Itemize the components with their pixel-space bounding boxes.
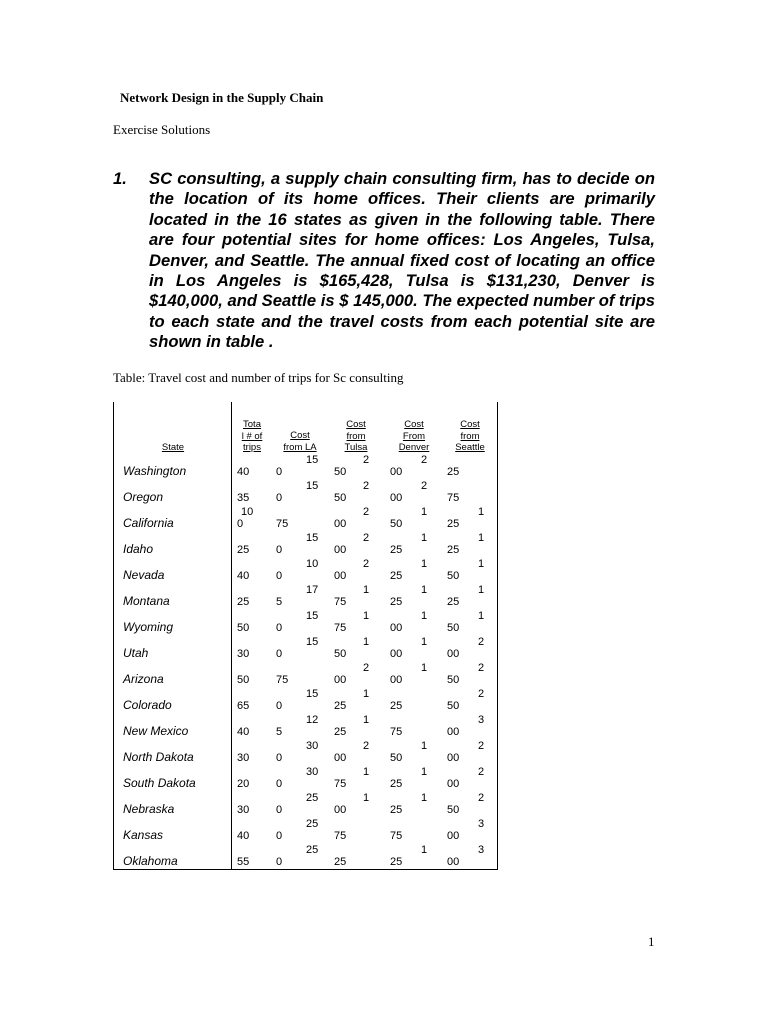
cell-tulsa-lower: 50 bbox=[334, 492, 347, 504]
cell-tulsa-upper: 2 bbox=[363, 740, 370, 752]
cell-la-lower: 0 bbox=[276, 492, 283, 504]
cell-trips-lower: 20 bbox=[237, 778, 250, 790]
header-denver-line-2: From bbox=[402, 430, 426, 442]
cell-denver-upper: 1 bbox=[421, 558, 428, 570]
cell-seattle-upper: 1 bbox=[478, 532, 485, 544]
header-la bbox=[275, 430, 325, 453]
question-text: SC consulting, a supply chain consulting firm, has to decide on the location of its home offices. Their clients are primarily located in the 16 states as given in the following table. There are four potential sites for home offices: Los Angeles, Tulsa, Denver, and Seattle. The annual fixed cost of locating an office in Los Angeles is $165,428, Tulsa is $131,230, Denver is $140,000, and Seattle is $ 145,000. The expected number of trips to each state and the travel costs from each potential site are shown in table . bbox=[149, 169, 655, 352]
state-name: Kansas bbox=[123, 828, 164, 842]
cell-la-lower: 75 bbox=[276, 518, 289, 530]
state-name: Utah bbox=[123, 646, 149, 660]
cell-seattle-lower: 50 bbox=[447, 674, 460, 686]
state-name: Oklahoma bbox=[123, 854, 178, 868]
cell-tulsa-lower: 00 bbox=[334, 544, 347, 556]
cell-seattle-lower: 00 bbox=[447, 726, 460, 738]
cell-trips-lower: 55 bbox=[237, 856, 250, 868]
cell-tulsa-upper: 1 bbox=[363, 714, 370, 726]
state-name: Montana bbox=[123, 594, 170, 608]
cell-trips-lower: 35 bbox=[237, 492, 250, 504]
page-number: 1 bbox=[648, 934, 655, 949]
cell-seattle-lower: 25 bbox=[447, 596, 460, 608]
cell-la-lower: 0 bbox=[276, 778, 283, 790]
cell-la-lower: 0 bbox=[276, 700, 283, 712]
cell-seattle-upper: 1 bbox=[478, 506, 485, 518]
cell-tulsa-upper: 2 bbox=[363, 454, 370, 466]
cell-tulsa-lower: 75 bbox=[334, 596, 347, 608]
header-denver bbox=[387, 419, 441, 454]
cell-tulsa-lower: 75 bbox=[334, 622, 347, 634]
cell-la-lower: 0 bbox=[276, 830, 283, 842]
cell-seattle-lower: 00 bbox=[447, 830, 460, 842]
cell-seattle-upper: 2 bbox=[478, 662, 485, 674]
cell-trips-lower: 0 bbox=[237, 518, 244, 530]
header-tulsa bbox=[331, 419, 381, 454]
cell-la-upper: 10 bbox=[306, 558, 319, 570]
cell-la-upper: 30 bbox=[306, 740, 319, 752]
cell-seattle-upper: 1 bbox=[478, 610, 485, 622]
cell-la-upper: 30 bbox=[306, 766, 319, 778]
cell-tulsa-upper: 2 bbox=[363, 532, 370, 544]
state-name: North Dakota bbox=[123, 750, 194, 764]
cell-denver-upper: 1 bbox=[421, 532, 428, 544]
cell-denver-upper: 1 bbox=[421, 610, 428, 622]
header-tulsa-line-2: from bbox=[346, 430, 366, 442]
cell-la-lower: 5 bbox=[276, 596, 283, 608]
cell-denver-lower: 50 bbox=[390, 518, 403, 530]
cell-la-lower: 0 bbox=[276, 648, 283, 660]
cell-denver-lower: 00 bbox=[390, 466, 403, 478]
question-1 bbox=[113, 169, 655, 353]
cell-tulsa-upper: 1 bbox=[363, 636, 370, 648]
state-name: New Mexico bbox=[123, 724, 189, 738]
header-seattle-line-2: from bbox=[460, 430, 480, 442]
cell-seattle-lower: 00 bbox=[447, 778, 460, 790]
state-name: Washington bbox=[123, 464, 187, 478]
cell-denver-upper: 1 bbox=[421, 584, 428, 596]
cell-tulsa-lower: 25 bbox=[334, 856, 347, 868]
table-right-border bbox=[497, 402, 498, 870]
state-name: Arizona bbox=[123, 672, 164, 686]
cell-tulsa-lower: 00 bbox=[334, 518, 347, 530]
cell-seattle-upper: 2 bbox=[478, 636, 485, 648]
cell-trips-lower: 25 bbox=[237, 596, 250, 608]
header-trips-line-2: l # of bbox=[241, 430, 263, 442]
cell-seattle-lower: 25 bbox=[447, 544, 460, 556]
cell-denver-lower: 25 bbox=[390, 544, 403, 556]
cell-denver-upper: 1 bbox=[421, 636, 428, 648]
cell-trips-lower: 30 bbox=[237, 804, 250, 816]
cell-la-upper: 17 bbox=[306, 584, 319, 596]
cell-seattle-upper: 3 bbox=[478, 844, 485, 856]
cell-seattle-upper: 1 bbox=[478, 584, 485, 596]
header-seattle bbox=[443, 419, 497, 454]
cell-la-lower: 75 bbox=[276, 674, 289, 686]
cell-seattle-upper: 3 bbox=[478, 714, 485, 726]
cell-trips-upper: 10 bbox=[241, 506, 254, 518]
cell-seattle-lower: 50 bbox=[447, 700, 460, 712]
cell-seattle-lower: 25 bbox=[447, 466, 460, 478]
header-denver-line-1: Cost bbox=[404, 419, 424, 430]
header-tulsa-line-3: Tulsa bbox=[344, 442, 368, 453]
cell-seattle-lower: 50 bbox=[447, 570, 460, 582]
cell-tulsa-lower: 25 bbox=[334, 700, 347, 712]
header-state: State bbox=[161, 442, 185, 453]
cell-la-lower: 0 bbox=[276, 570, 283, 582]
question-number: 1. bbox=[113, 169, 127, 188]
cell-denver-upper: 1 bbox=[421, 740, 428, 752]
cell-seattle-upper: 1 bbox=[478, 558, 485, 570]
cell-denver-upper: 1 bbox=[421, 792, 428, 804]
cell-la-upper: 15 bbox=[306, 636, 319, 648]
cell-trips-lower: 40 bbox=[237, 570, 250, 582]
document-subtitle: Exercise Solutions bbox=[113, 122, 211, 137]
cell-la-lower: 0 bbox=[276, 544, 283, 556]
cell-seattle-upper: 2 bbox=[478, 688, 485, 700]
cell-seattle-upper: 3 bbox=[478, 818, 485, 830]
table-left-border bbox=[113, 402, 114, 870]
cell-denver-upper: 1 bbox=[421, 662, 428, 674]
cell-seattle-upper: 2 bbox=[478, 766, 485, 778]
cell-la-lower: 5 bbox=[276, 726, 283, 738]
cell-tulsa-upper: 1 bbox=[363, 610, 370, 622]
cell-seattle-lower: 50 bbox=[447, 804, 460, 816]
cell-denver-lower: 25 bbox=[390, 700, 403, 712]
header-la-line-1: Cost bbox=[290, 430, 310, 441]
state-name: Colorado bbox=[123, 698, 172, 712]
cell-tulsa-upper: 1 bbox=[363, 766, 370, 778]
cell-seattle-upper: 2 bbox=[478, 792, 485, 804]
cell-tulsa-upper: 2 bbox=[363, 506, 370, 518]
cell-trips-lower: 65 bbox=[237, 700, 250, 712]
table-caption: Table: Travel cost and number of trips for Sc consulting bbox=[113, 370, 404, 385]
cell-seattle-upper: 2 bbox=[478, 740, 485, 752]
cell-la-upper: 12 bbox=[306, 714, 319, 726]
cell-trips-lower: 40 bbox=[237, 466, 250, 478]
cell-la-lower: 0 bbox=[276, 752, 283, 764]
header-seattle-line-3: Seattle bbox=[455, 442, 485, 453]
cell-seattle-lower: 25 bbox=[447, 518, 460, 530]
travel-cost-table bbox=[113, 402, 498, 870]
cell-denver-upper: 1 bbox=[421, 844, 428, 856]
cell-tulsa-lower: 50 bbox=[334, 466, 347, 478]
cell-tulsa-lower: 75 bbox=[334, 830, 347, 842]
cell-la-upper: 15 bbox=[306, 610, 319, 622]
table-divider-state bbox=[231, 402, 232, 870]
cell-seattle-lower: 00 bbox=[447, 648, 460, 660]
cell-denver-lower: 25 bbox=[390, 856, 403, 868]
cell-denver-lower: 75 bbox=[390, 726, 403, 738]
header-tulsa-line-1: Cost bbox=[346, 419, 366, 430]
cell-denver-lower: 25 bbox=[390, 804, 403, 816]
cell-seattle-lower: 00 bbox=[447, 856, 460, 868]
cell-denver-upper: 2 bbox=[421, 454, 428, 466]
state-name: South Dakota bbox=[123, 776, 196, 790]
cell-denver-lower: 50 bbox=[390, 752, 403, 764]
cell-la-lower: 0 bbox=[276, 856, 283, 868]
cell-seattle-lower: 00 bbox=[447, 752, 460, 764]
cell-la-upper: 25 bbox=[306, 844, 319, 856]
cell-tulsa-upper: 1 bbox=[363, 792, 370, 804]
cell-tulsa-lower: 00 bbox=[334, 752, 347, 764]
cell-tulsa-lower: 25 bbox=[334, 726, 347, 738]
header-denver-line-3: Denver bbox=[398, 442, 430, 453]
cell-la-upper: 15 bbox=[306, 532, 319, 544]
cell-trips-lower: 30 bbox=[237, 752, 250, 764]
cell-denver-upper: 2 bbox=[421, 480, 428, 492]
cell-tulsa-lower: 50 bbox=[334, 648, 347, 660]
cell-tulsa-upper: 2 bbox=[363, 558, 370, 570]
document-title: Network Design in the Supply Chain bbox=[120, 90, 324, 105]
header-trips-line-1: Tota bbox=[243, 419, 261, 430]
cell-denver-lower: 75 bbox=[390, 830, 403, 842]
cell-tulsa-lower: 00 bbox=[334, 674, 347, 686]
cell-la-lower: 0 bbox=[276, 622, 283, 634]
cell-tulsa-lower: 00 bbox=[334, 804, 347, 816]
state-name: Nebraska bbox=[123, 802, 175, 816]
header-la-line-2: from LA bbox=[283, 441, 317, 453]
cell-seattle-lower: 50 bbox=[447, 622, 460, 634]
cell-denver-lower: 00 bbox=[390, 648, 403, 660]
state-name: Oregon bbox=[123, 490, 164, 504]
cell-denver-lower: 25 bbox=[390, 778, 403, 790]
cell-trips-lower: 25 bbox=[237, 544, 250, 556]
cell-denver-lower: 25 bbox=[390, 596, 403, 608]
state-name: Wyoming bbox=[123, 620, 174, 634]
state-name: Nevada bbox=[123, 568, 165, 582]
cell-denver-lower: 00 bbox=[390, 674, 403, 686]
cell-trips-lower: 30 bbox=[237, 648, 250, 660]
cell-tulsa-upper: 2 bbox=[363, 480, 370, 492]
state-name: Idaho bbox=[123, 542, 154, 556]
header-trips-line-3: trips bbox=[243, 442, 261, 453]
cell-la-upper: 25 bbox=[306, 792, 319, 804]
cell-la-upper: 15 bbox=[306, 480, 319, 492]
cell-la-lower: 0 bbox=[276, 466, 283, 478]
cell-tulsa-lower: 00 bbox=[334, 570, 347, 582]
cell-la-lower: 0 bbox=[276, 804, 283, 816]
cell-denver-upper: 1 bbox=[421, 506, 428, 518]
table-bottom-border bbox=[113, 869, 498, 870]
header-trips bbox=[233, 419, 271, 454]
cell-denver-lower: 00 bbox=[390, 492, 403, 504]
cell-tulsa-upper: 1 bbox=[363, 584, 370, 596]
cell-denver-lower: 25 bbox=[390, 570, 403, 582]
header-seattle-line-1: Cost bbox=[460, 419, 480, 430]
cell-trips-lower: 50 bbox=[237, 622, 250, 634]
cell-tulsa-upper: 1 bbox=[363, 688, 370, 700]
cell-denver-upper: 1 bbox=[421, 766, 428, 778]
cell-denver-lower: 00 bbox=[390, 622, 403, 634]
state-name: California bbox=[123, 516, 174, 530]
cell-la-upper: 25 bbox=[306, 818, 319, 830]
cell-seattle-lower: 75 bbox=[447, 492, 460, 504]
cell-trips-lower: 50 bbox=[237, 674, 250, 686]
cell-tulsa-lower: 75 bbox=[334, 778, 347, 790]
cell-tulsa-upper: 2 bbox=[363, 662, 370, 674]
cell-trips-lower: 40 bbox=[237, 830, 250, 842]
cell-trips-lower: 40 bbox=[237, 726, 250, 738]
cell-la-upper: 15 bbox=[306, 454, 319, 466]
cell-la-upper: 15 bbox=[306, 688, 319, 700]
